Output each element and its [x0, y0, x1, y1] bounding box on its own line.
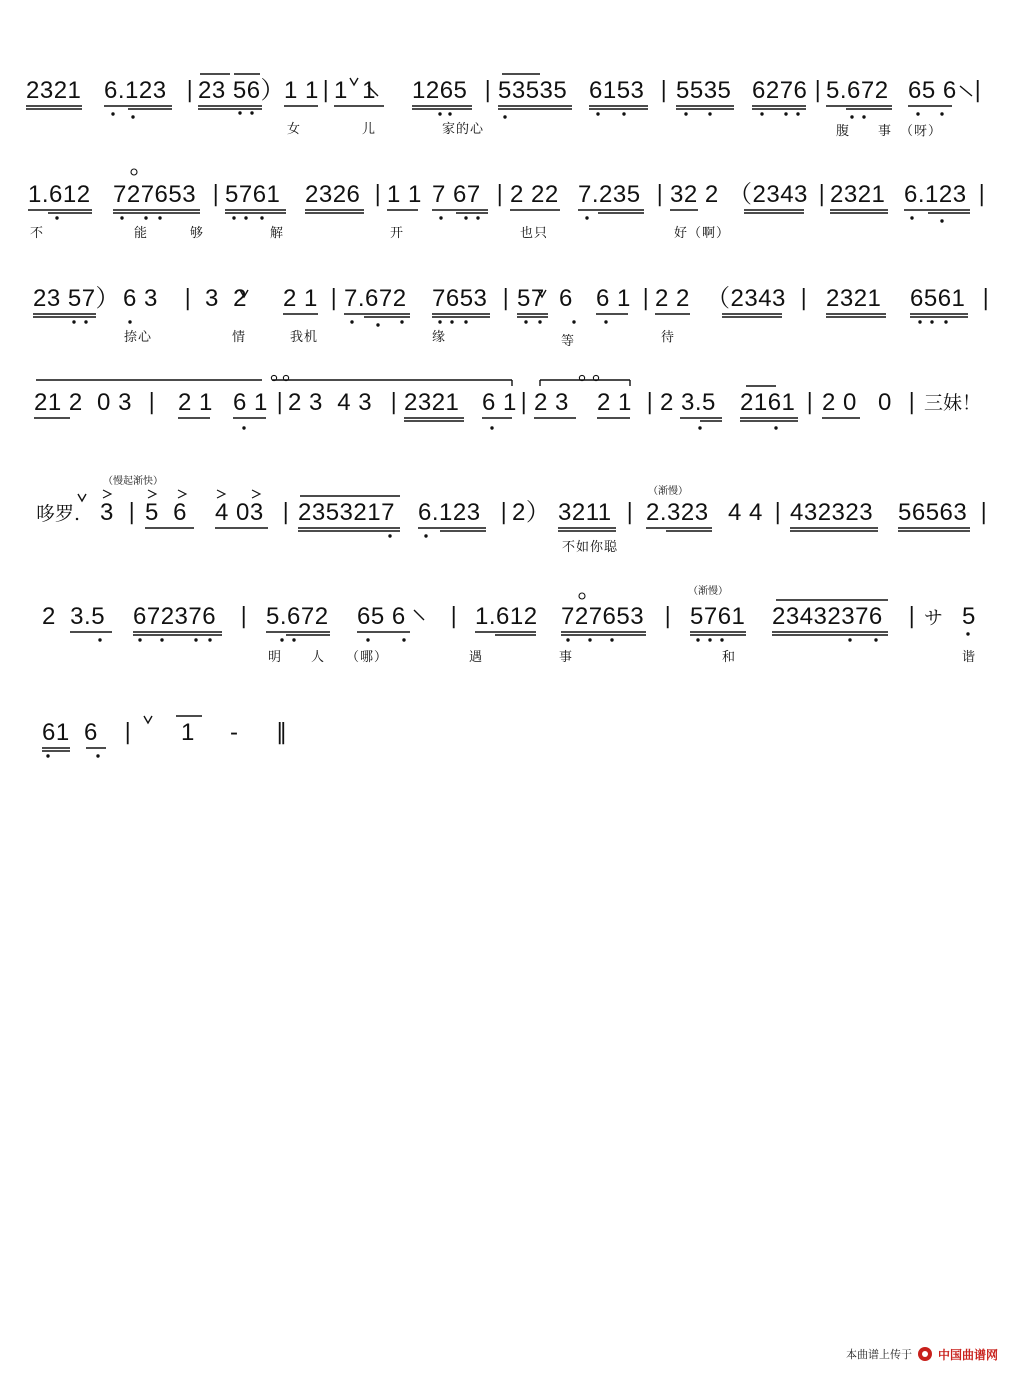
lyric: 和 [722, 650, 737, 665]
upload-note: 本曲谱上传于 [845, 1348, 912, 1361]
note-group: 6561 [910, 285, 966, 312]
note-group: 2 22 [510, 181, 559, 208]
barline: | [814, 78, 822, 103]
barline: | [980, 500, 988, 525]
lyric: 情 [232, 330, 247, 345]
barline: | [282, 500, 290, 525]
lyric: 好（啊） [674, 226, 731, 241]
barline: | [148, 390, 156, 415]
spoken-line: 三妹！ [924, 392, 982, 414]
lyric: 缘 [432, 330, 447, 345]
note-group: 5761 [690, 603, 746, 630]
barline: | [240, 604, 248, 629]
barline: | [642, 286, 650, 311]
footer-watermark [846, 1343, 998, 1365]
barline: | [626, 500, 634, 525]
note-group: 23432376 [772, 603, 883, 630]
note-group: 7.672 [344, 285, 407, 312]
note-group: 56563 [898, 499, 968, 526]
lyric: 女 [287, 122, 302, 137]
lyric: 事 [559, 650, 574, 665]
lyric: 待 [661, 330, 676, 345]
lyric: 事 [878, 124, 893, 139]
note-group: 6 1 [233, 389, 268, 416]
barline: | [496, 182, 504, 207]
note-group: 6.123 [904, 181, 967, 208]
lyric: 遇 [469, 650, 484, 665]
note-group: 53535 [498, 77, 568, 104]
lyric: 家的心 [442, 122, 485, 137]
note-group: 1 1 [387, 181, 422, 208]
lyric: 不如你聪 [562, 540, 619, 555]
tempo-mark: （慢起渐快） [103, 476, 163, 487]
barline: | [982, 286, 990, 311]
barline: | [660, 78, 668, 103]
lyric: 也只 [520, 226, 549, 241]
lyric: 等 [561, 334, 576, 349]
note-group: 2353217 [298, 499, 395, 526]
note-group: 2 2 [655, 285, 690, 312]
note-group: 5 [962, 603, 976, 630]
note-group: 5535 [676, 77, 732, 104]
barline: | [186, 78, 194, 103]
note-group: 32 2 [670, 181, 719, 208]
note-group: 6.123 [418, 499, 481, 526]
lyric: 儿 [362, 122, 377, 137]
note-group: 1 [181, 719, 195, 746]
note-group: 2） [512, 499, 551, 526]
note-group: 5.672 [266, 603, 329, 630]
note-group: 7 67 [432, 181, 481, 208]
note-group: 57 6 [517, 285, 573, 312]
note-group: 2 1 [597, 389, 632, 416]
note-group: 1.612 [28, 181, 91, 208]
note-group: 61 6 [42, 719, 98, 746]
note-group: 6 1 [482, 389, 517, 416]
note-group: 0 [878, 389, 892, 416]
note-group: 65 6 [357, 603, 406, 630]
lyric: 我机 [290, 330, 319, 345]
score-row-1 [0, 78, 1010, 198]
lyric: 开 [390, 226, 405, 241]
note-group: 5.672 [826, 77, 889, 104]
note-group: 2321 [404, 389, 460, 416]
note-group: 65 6 [908, 77, 957, 104]
note-group: 2321 [830, 181, 886, 208]
score-row-7 [0, 720, 1010, 840]
note-group: 5761 [225, 181, 281, 208]
barline: | [390, 390, 398, 415]
score-row-5 [0, 476, 1010, 620]
note-group: （2343 [728, 181, 808, 208]
lyric: 人 [311, 650, 326, 665]
note-group: 1.612 [475, 603, 538, 630]
score-row-3 [0, 286, 1010, 406]
tempo-mark: （渐慢） [688, 586, 728, 597]
note-group: 432323 [790, 499, 874, 526]
note-group: 6 1 [596, 285, 631, 312]
barline: | [450, 604, 458, 629]
score-row-4 [0, 390, 1010, 510]
lyric: （哪） [346, 650, 389, 665]
note-group: 6.123 [104, 77, 167, 104]
free-tempo-mark: サ [924, 607, 944, 629]
note-group: 3 [100, 499, 114, 526]
lyric: 能 [134, 226, 149, 241]
note-group: 1 1 [334, 77, 377, 104]
note-group: - [230, 719, 239, 746]
note-group: 2 3.5 [42, 603, 106, 630]
note-group: 23 57） [33, 285, 121, 312]
note-group: 2321 [826, 285, 882, 312]
barline: | [646, 390, 654, 415]
tempo-mark: （渐慢） [648, 486, 688, 497]
lyric: （呀） [900, 124, 943, 139]
barline: | [374, 182, 382, 207]
score-row-2 [0, 182, 1010, 302]
barline: | [212, 182, 220, 207]
score-row-6 [0, 586, 1010, 724]
note-group: 2.323 [646, 499, 709, 526]
lyric: 解 [270, 226, 285, 241]
note-group: 21 2 0 3 [34, 389, 132, 416]
barline: | [330, 286, 338, 311]
barline: | [502, 286, 510, 311]
note-group: 2 3 [534, 389, 569, 416]
barline: | [184, 286, 192, 311]
note-group: 727653 [113, 181, 197, 208]
note-group: （2343 [706, 285, 786, 312]
note-group: 3211 [558, 499, 612, 526]
note-group: 6 3 [123, 285, 158, 312]
note-group: 4 03 [215, 499, 264, 526]
barline: | [974, 78, 982, 103]
barline: | [978, 182, 986, 207]
lyric: 够 [190, 226, 205, 241]
barline: | [124, 720, 132, 745]
note-group: 2 1 [283, 285, 318, 312]
barline: | [800, 286, 808, 311]
barline: | [818, 182, 826, 207]
note-group: 2326 [305, 181, 361, 208]
lyric: 捺心 [124, 330, 153, 345]
site-logo-icon [918, 1347, 932, 1361]
note-group: 23 56） [198, 77, 286, 104]
note-group: 2 3 4 3 [288, 389, 373, 416]
site-name: 中国曲谱网 [937, 1347, 998, 1362]
note-group: 672376 [133, 603, 217, 630]
note-group: 4 4 [728, 499, 763, 526]
note-group: 6153 [589, 77, 645, 104]
barline: | [520, 390, 528, 415]
note-group: 5 6 [145, 499, 188, 526]
barline: | [908, 390, 916, 415]
barline: | [322, 78, 330, 103]
lyric: 谐 [962, 650, 977, 665]
final-barline: ‖ [276, 720, 287, 745]
barline: | [908, 604, 916, 629]
note-group: 2 0 [822, 389, 857, 416]
note-group: 1 1 [284, 77, 319, 104]
barline: | [128, 500, 136, 525]
note-group: 7653 [432, 285, 488, 312]
note-group: 2 1 [178, 389, 213, 416]
lyric: 不 [30, 226, 45, 241]
note-group: 2 3.5 [660, 389, 716, 416]
note-group: 727653 [561, 603, 645, 630]
barline: | [806, 390, 814, 415]
lyric: 腹 [836, 124, 851, 139]
note-group: 1265 [412, 77, 468, 104]
note-group: 2161 [740, 389, 796, 416]
barline: | [484, 78, 492, 103]
barline: | [276, 390, 284, 415]
barline: | [656, 182, 664, 207]
note-group: 6276 [752, 77, 808, 104]
note-group: 7.235 [578, 181, 641, 208]
note-group: 3 2 [205, 285, 248, 312]
barline: | [500, 500, 508, 525]
lyric: 明 [268, 650, 283, 665]
note-group: 2321 [26, 77, 82, 104]
barline: | [774, 500, 782, 525]
barline: | [664, 604, 672, 629]
spoken-line: 哆罗. [36, 503, 81, 525]
